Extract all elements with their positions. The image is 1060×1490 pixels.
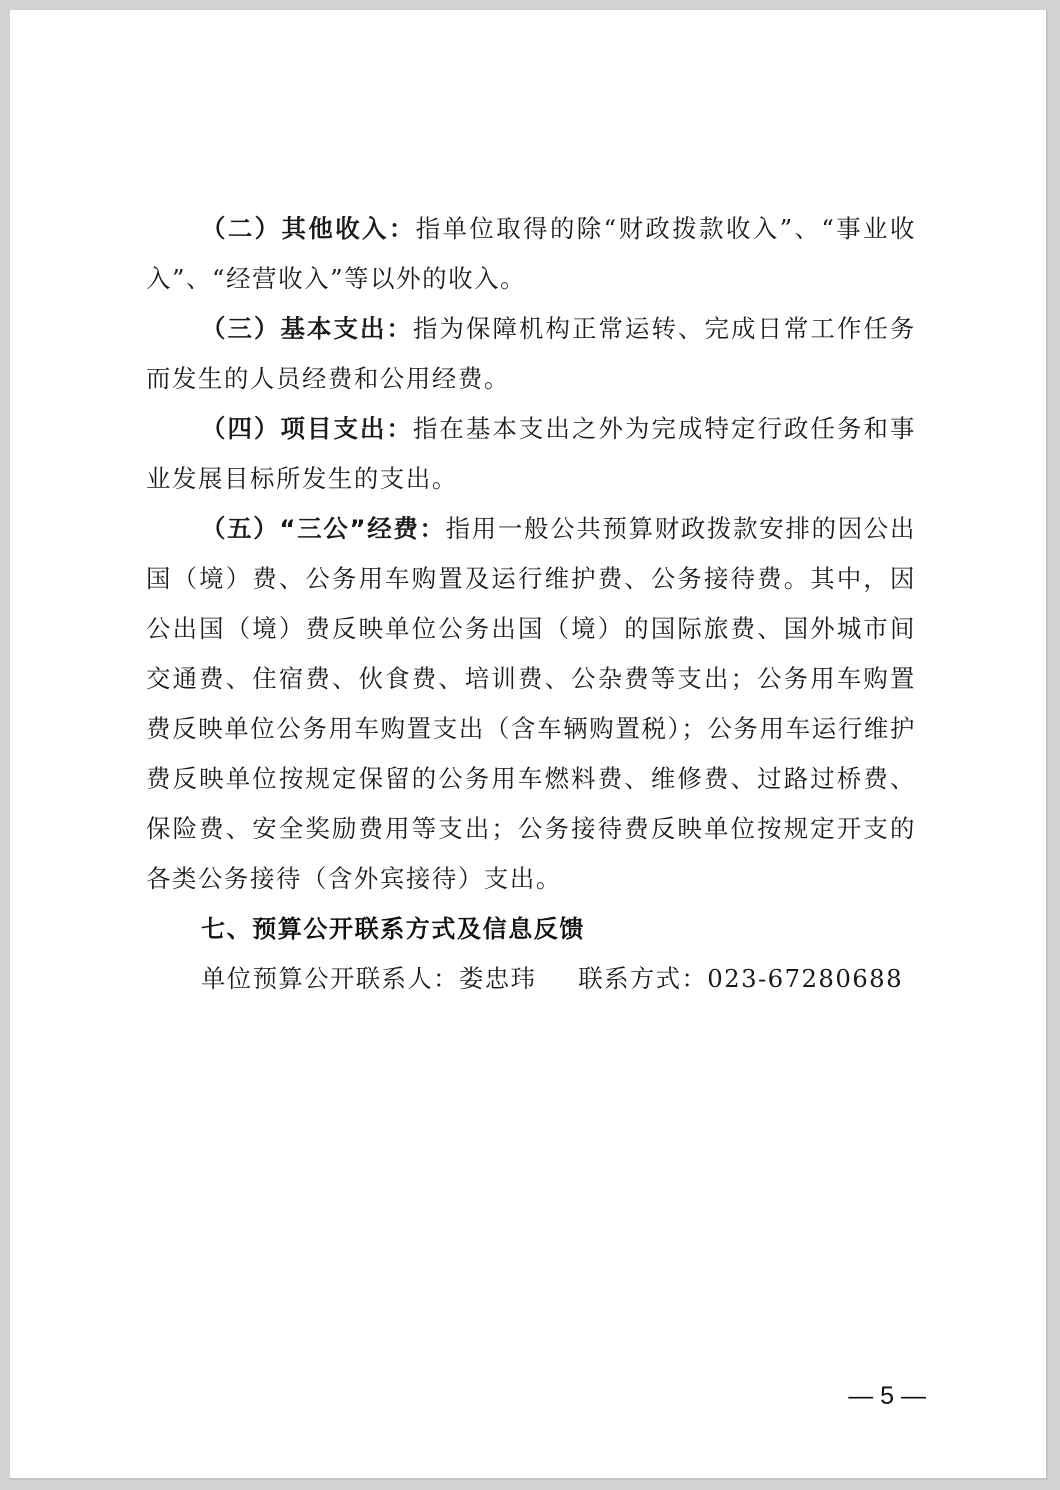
- paragraph-other-income: [146, 204, 916, 304]
- page-number: — 5 —: [848, 1382, 926, 1410]
- section-heading: 七、预算公开联系方式及信息反馈: [201, 915, 585, 943]
- paragraph-project-expenditure: [146, 404, 916, 504]
- definition-project-expenditure: 指在基本支出之外为完成特定行政任务和事业发展目标所发生的支出。: [146, 414, 916, 493]
- document-page: [10, 10, 1048, 1480]
- paragraph-three-public-expenses: [146, 504, 916, 904]
- paragraph-basic-expenditure: [146, 304, 916, 404]
- definition-basic-expenditure: 指为保障机构正常运转、完成日常工作任务而发生的人员经费和公用经费。: [146, 314, 916, 393]
- contact-person-label: 单位预算公开联系人：: [201, 964, 459, 993]
- term-other-income: （二）其他收入：: [201, 214, 416, 243]
- contact-phone-label: 联系方式：: [578, 964, 708, 993]
- definition-three-public-expenses: 指用一般公共预算财政拨款安排的因公出国（境）费、公务用车购置及运行维护费、公务接待费。其中，因公出国（境）费反映单位公务出国（境）的国际旅费、国外城市间交通费、住宿费、伙食费、培训费、公杂费等支出；公务用车购置费反映单位公务用车购置支出（含车辆购置税）；公务用车运行维护费反映单位按规定保留的公务用车燃料费、维修费、过路过桥费、保险费、安全奖励费用等支出；公务接待费反映单位按规定开支的各类公务接待（含外宾接待）支出。: [146, 514, 916, 893]
- contact-phone: 023-67280688: [707, 964, 904, 993]
- term-three-public-expenses: （五）“三公”经费：: [201, 514, 446, 543]
- contact-person-name: 娄忠玮: [458, 964, 537, 993]
- term-basic-expenditure: （三）基本支出：: [201, 314, 413, 343]
- contact-line: [146, 954, 916, 1004]
- page-content: [146, 204, 916, 1004]
- definition-other-income: 指单位取得的除“财政拨款收入”、“事业收入”、“经营收入”等以外的收入。: [146, 214, 916, 293]
- term-project-expenditure: （四）项目支出：: [201, 414, 413, 443]
